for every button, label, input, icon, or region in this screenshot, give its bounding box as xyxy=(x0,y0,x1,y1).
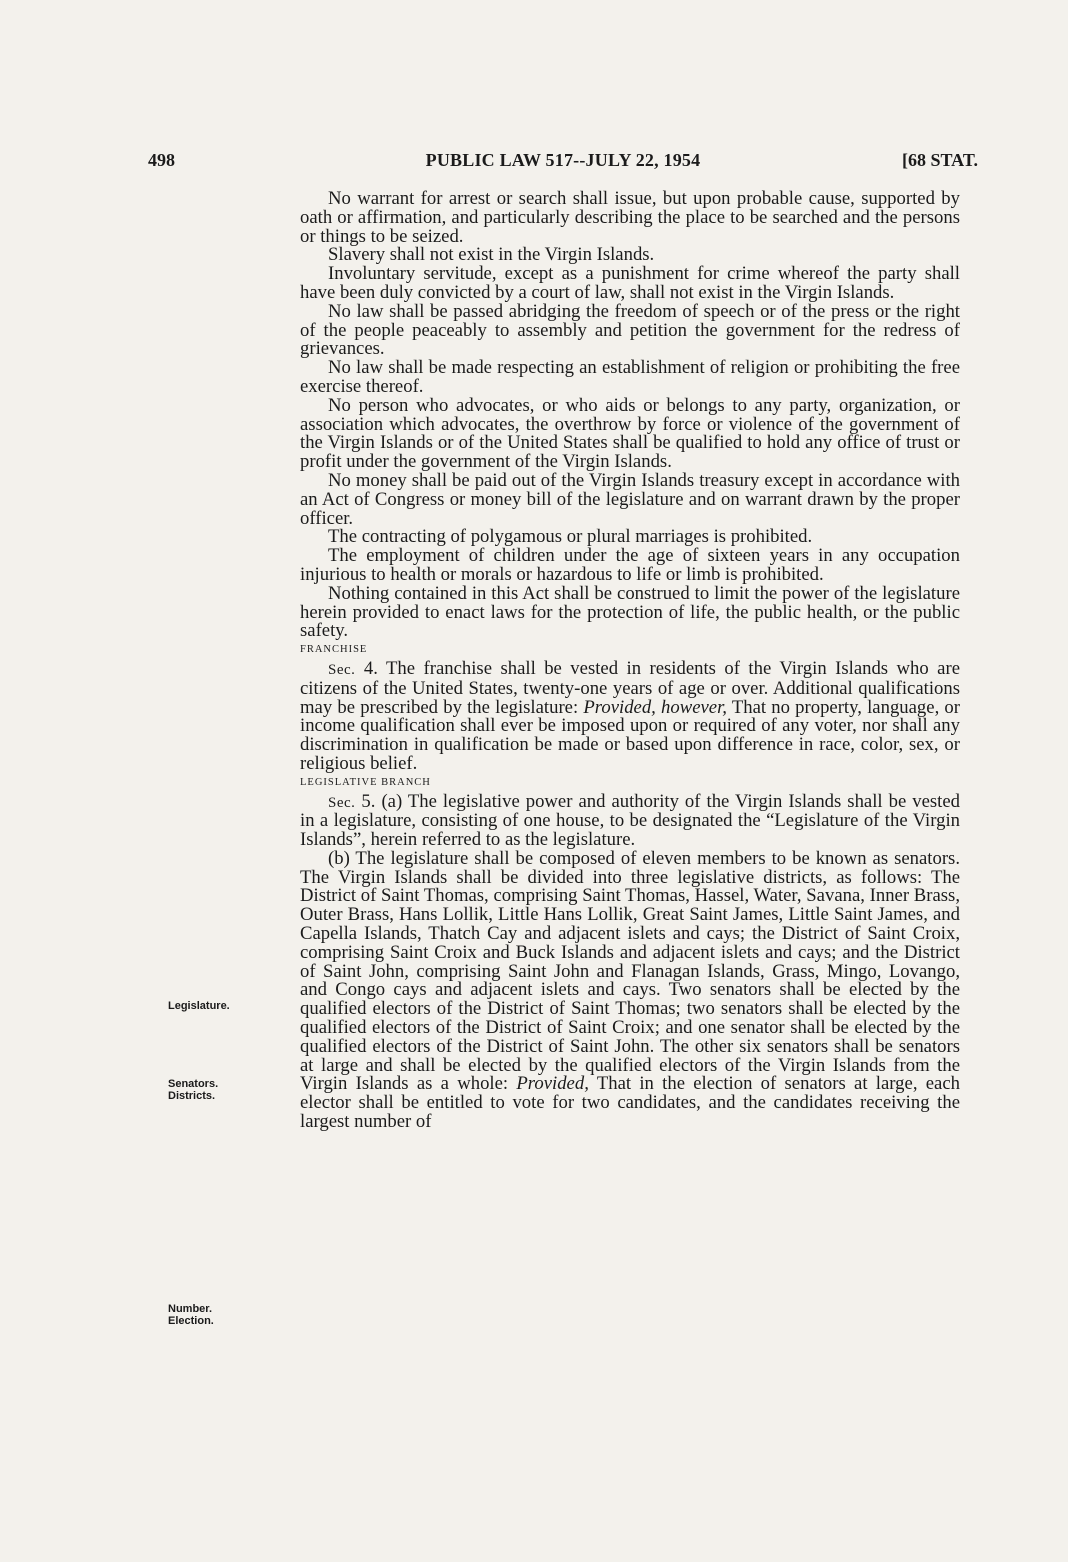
paragraph-speech: No law shall be passed abridging the freedom of speech or of the press or the right of the people peaceably to assembly and petition the government for the redress of grievances. xyxy=(300,300,960,360)
margin-note-legislature xyxy=(168,1000,278,1012)
heading-legislative-branch: LEGISLATIVE BRANCH xyxy=(300,776,431,788)
franchise-text-1: 4. The franchise shall be vested in residents of the Virgin Islands who are citizens of the United States, twenty-one years of age or over. Additional qualifications may be prescribed by the legislature: xyxy=(300,657,960,718)
margin-note-senators-text: Senators. xyxy=(168,1078,219,1090)
section-5a xyxy=(300,790,960,851)
margin-note-election-text: Election. xyxy=(168,1315,214,1327)
paragraph-servitude: Involuntary servitude, except as a punishment for crime whereof the party shall have been duly convicted by a court of law, shall not exist in the Virgin Islands. xyxy=(300,263,960,303)
paragraph-overthrow: No person who advocates, or who aids or belongs to any party, organization, or association which advocates, the overthrow by force or violence of the government of the Virgin Islands or of the United States shall be qualified to hold any office of trust or profit under the government of the Virgin Islands. xyxy=(300,394,960,473)
sec-label: Sec. xyxy=(328,794,356,811)
margin-note-senators-districts xyxy=(168,1078,278,1102)
section-5b-text-2: That in the election of senators at large, each elector shall be entitled to vote for two candidates, and the candidates receiving the largest number of xyxy=(300,1073,960,1133)
volume-reference: [68 STAT. xyxy=(901,150,978,170)
section-4-franchise xyxy=(300,657,961,774)
paragraph-polygamy: The contracting of polygamous or plural marriages is prohibited. xyxy=(328,526,813,548)
sec-label: Sec. xyxy=(328,661,356,678)
paragraph-slavery: Slavery shall not exist in the Virgin Islands. xyxy=(328,244,655,266)
paragraph-child-labor: The employment of children under the age of sixteen years in any occupation injurious to health or morals or hazardous to life or limb is prohibited. xyxy=(300,545,960,585)
running-head xyxy=(148,150,978,176)
franchise-proviso: Provided, however, xyxy=(583,696,727,718)
running-title: PUBLIC LAW 517--JULY 22, 1954 xyxy=(425,150,701,170)
margin-note-districts-text: Districts. xyxy=(168,1090,216,1102)
bleed-through-note xyxy=(160,228,280,239)
paragraph-warrant: No warrant for arrest or search shall issue, but upon probable cause, supported by oath or affirmation, and particularly describing the place to be searched and the persons or things to be seized. xyxy=(300,188,960,247)
paragraph-construction: Nothing contained in this Act shall be construed to limit the power of the legislature herein provided to enact laws for the protection of life, the public health, or the public safety. xyxy=(300,582,960,642)
margin-note-number-text: Number. xyxy=(168,1303,213,1315)
section-5b-text-1: (b) The legislature shall be composed of eleven members to be known as senators. The Virgin Islands shall be divided into three legislative districts, as follows: The District of Saint Thomas, comprising Saint Thomas, Hassel, Water, Savana, Inner Brass, Outer Brass, Hans Lollik, Little Hans Lollik, Great Saint James, Little Saint James, and Capella Islands, Thatch Cay and adjacent islets and cays; the District of Saint Croix, comprising Saint Croix and Buck Islands and adjacent islets and cays; and the District of Saint John, comprising Saint John and Flanagan Islands, Grass, Mingo, Lovango, and Congo cays and adjacent islets and cays. Two senators shall be elected by the qualified electors of the District of Saint Thomas; two senators shall be elected by the qualified electors of the District of Saint Croix; and one senator shall be elected by the qualified electors of the District of Saint John. The other six senators shall be senators at large and shall be elected by the qualified electors of the Virgin Islands from the Virgin Islands as a whole: xyxy=(300,847,960,1095)
section-5b-proviso: Provided, xyxy=(516,1073,589,1095)
main-text-column xyxy=(300,190,960,1132)
section-5a-text: 5. (a) The legislative power and authority of the Virgin Islands shall be vested in a legislature, consisting of one house, to be designated the “Legislature of the Virgin Islands”, herein referred to as the legislature. xyxy=(300,790,960,851)
page-number: 498 xyxy=(148,150,175,170)
franchise-text-2: That no property, language, or income qualification shall ever be imposed upon or required of any voter, nor shall any discrimination in qualification be made or based upon difference in race, color, sex, or religious belief. xyxy=(300,696,961,774)
paragraph-treasury: No money shall be paid out of the Virgin Islands treasury except in accordance with an Act of Congress or money bill of the legislature and on warrant drawn by the proper officer. xyxy=(300,469,960,529)
paragraph-religion: No law shall be made respecting an establishment of religion or prohibiting the free exercise thereof. xyxy=(300,357,960,397)
margin-note-legislature-text: Legislature. xyxy=(168,1000,230,1012)
section-5b xyxy=(300,847,960,1133)
heading-franchise: FRANCHISE xyxy=(300,644,368,656)
margin-note-number-election xyxy=(168,1303,278,1327)
